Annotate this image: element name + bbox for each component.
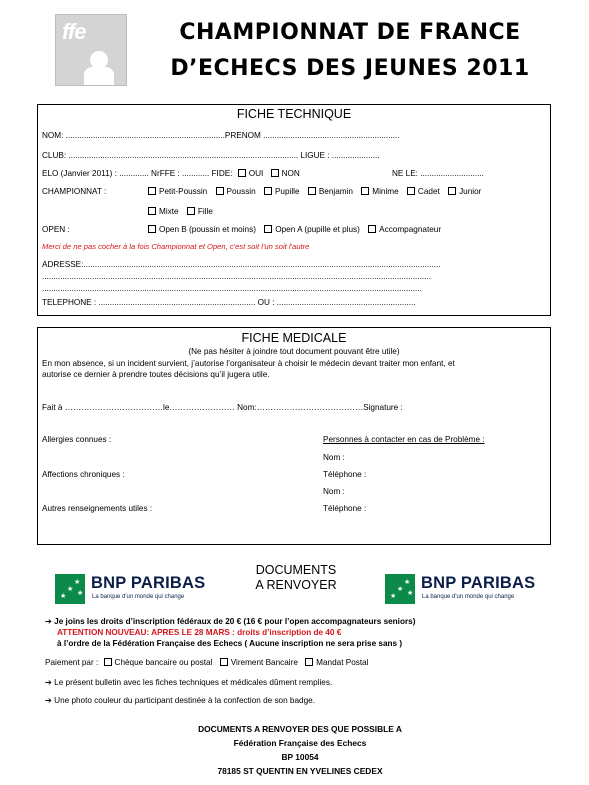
adresse-line3[interactable]: ....................................................................................................................................................................... [42,284,422,293]
contact-nom-2[interactable]: Nom : [323,487,345,496]
bnp-name: BNP PARIBAS [91,574,206,592]
club-field[interactable]: CLUB: ..................................................................................................... LIGUE : ..................... [42,151,380,160]
checkbox-junior[interactable] [448,187,456,195]
return-address-line1: DOCUMENTS A RENVOYER DES QUE POSSIBLE A [198,724,402,734]
contact-tel-1[interactable]: Téléphone : [323,470,367,479]
fiche-medicale-subtitle: (Ne pas hésiter à joindre tout document pouvant être utile) [188,347,400,356]
open-label: OPEN : [42,225,70,234]
fees-warning: ATTENTION NOUVEAU: APRES LE 28 MARS : droits d’inscription de 40 € [57,628,342,637]
allergies-label: Allergies connues : [42,435,112,444]
contact-tel-2[interactable]: Téléphone : [323,504,367,513]
checkbox-poussin[interactable] [216,187,224,195]
autres-label: Autres renseignements utiles : [42,504,153,513]
fees-line1 [45,616,415,626]
checkbox-mandat[interactable] [305,658,313,666]
fees-text: Je joins les droits d’inscription fédéraux de 20 € (16 € pour l’open accompagnateurs seniors) [54,617,416,626]
label-mixte: Mixte [159,207,179,216]
medical-authorization-line2: autorise ce dernier à prendre toutes décisions qu’il jugera utile. [42,370,270,379]
bnp-logo-left [55,572,245,608]
checkbox-minime[interactable] [361,187,369,195]
fiche-medicale-box [37,327,551,545]
open-options [148,225,441,234]
ffe-logo [55,14,127,86]
page-title-line1: CHAMPIONNAT DE FRANCE [179,20,521,45]
documents-title-1: DOCUMENTS [255,563,337,577]
page-title-line2: D’ECHECS DES JEUNES 2011 [170,56,530,81]
photo-text: Une photo couleur du participant destinée à la confection de son badge. [54,696,315,705]
medical-authorization-line1: En mon absence, si un incident survient, j’autorise l’organisateur à choisir le médecin devant traiter mon enfant, et [42,359,455,368]
label-benjamin: Benjamin [318,187,353,196]
label-junior: Junior [459,187,482,196]
checkbox-benjamin[interactable] [308,187,316,195]
payment-row [45,658,369,667]
bnp-logo-right [385,572,575,608]
bnp-name: BNP PARIBAS [421,574,536,592]
checkbox-open-a[interactable] [264,225,272,233]
label-open-a: Open A (pupille et plus) [275,225,360,234]
bnp-stars-icon: ★ ★ ★ ★ [55,574,85,604]
pawn-body-icon [84,67,114,86]
label-open-b: Open B (poussin et moins) [159,225,256,234]
championnat-label: CHAMPIONNAT : [42,187,107,196]
return-address-line3: BP 10054 [281,752,319,762]
label-cheque: Chèque bancaire ou postal [114,658,213,667]
checkbox-cheque[interactable] [104,658,112,666]
checkbox-mixte[interactable] [148,207,156,215]
label-petit-poussin: Petit-Poussin [159,187,208,196]
fide-non-checkbox[interactable] [271,169,279,177]
bulletin-text: Le présent bulletin avec les fiches techniques et médicales dûment remplies. [54,678,333,687]
fees-line3: à l’ordre de la Fédération Française des Echecs ( Aucune inscription ne sera prise sans ) [57,639,403,648]
arrow-right-icon: ➔ [45,617,52,626]
label-poussin: Poussin [226,187,256,196]
documents-heading [240,563,352,593]
checkbox-fille[interactable] [187,207,195,215]
return-address [140,722,460,778]
fide-non-label: NON [281,169,300,178]
checkbox-accompagnateur[interactable] [368,225,376,233]
return-address-line4: 78185 ST QUENTIN EN YVELINES CEDEX [217,766,383,776]
nom-field[interactable]: NOM: ......................................................................PRENOM ............................................................ [42,131,400,140]
fiche-technique-box [37,104,551,316]
label-pupille: Pupille [274,187,300,196]
telephone-field[interactable]: TELEPHONE : ..................................................................... OU : ............................................................. [42,298,416,307]
label-accompagnateur: Accompagnateur [379,225,442,234]
elo-field[interactable]: ELO (Janvier 2011) : ............. NrFFE : ............ FIDE: [42,169,233,178]
bnp-tagline: La banque d'un monde qui change [422,594,515,600]
documents-title-2: A RENVOYER [255,578,337,592]
fide-oui-label: OUI [248,169,264,178]
arrow-right-icon: ➔ [45,696,52,705]
adresse-field[interactable]: ADRESSE:............................................................................................................................................................. [42,260,441,269]
label-mandat: Mandat Postal [316,658,369,667]
arrow-right-icon: ➔ [45,678,52,687]
fiche-technique-title: FICHE TECHNIQUE [236,107,352,121]
logo-text: ffe [62,19,86,44]
contacts-header: Personnes à contacter en cas de Problème : [323,435,485,444]
checkbox-virement[interactable] [220,658,228,666]
championnat-categories-row1 [148,187,481,196]
ne-le-field[interactable]: NE LE: ............................ [392,169,484,178]
bnp-stars-icon: ★ ★ ★ ★ [385,574,415,604]
checkbox-cadet[interactable] [407,187,415,195]
checkbox-petit-poussin[interactable] [148,187,156,195]
fide-oui-checkbox[interactable] [238,169,246,177]
checkbox-open-b[interactable] [148,225,156,233]
bulletin-line [45,677,332,687]
label-virement: Virement Bancaire [230,658,298,667]
fiche-medicale-title: FICHE MEDICALE [241,331,347,345]
contact-nom-1[interactable]: Nom : [323,453,345,462]
fait-signature-line[interactable]: Fait à ………………………………le…………………… Nom:…………………………………Signature : [42,403,403,412]
championnat-categories-row2 [148,207,213,216]
bnp-tagline: La banque d'un monde qui change [92,594,185,600]
label-minime: Minime [372,187,399,196]
photo-line [45,695,315,705]
checkbox-pupille[interactable] [264,187,272,195]
return-address-line2: Fédération Française des Echecs [233,738,367,748]
payment-label: Paiement par : [45,658,99,667]
elo-row [42,169,300,178]
label-fille: Fille [197,207,213,216]
adresse-line2[interactable]: ........................................................................................................................................................................... [42,272,431,281]
label-cadet: Cadet [417,187,440,196]
affections-label: Affections chroniques : [42,470,125,479]
warning-text: Merci de ne pas cocher à la fois Championnat et Open, c'est soit l'un soit l'autre [42,242,310,251]
